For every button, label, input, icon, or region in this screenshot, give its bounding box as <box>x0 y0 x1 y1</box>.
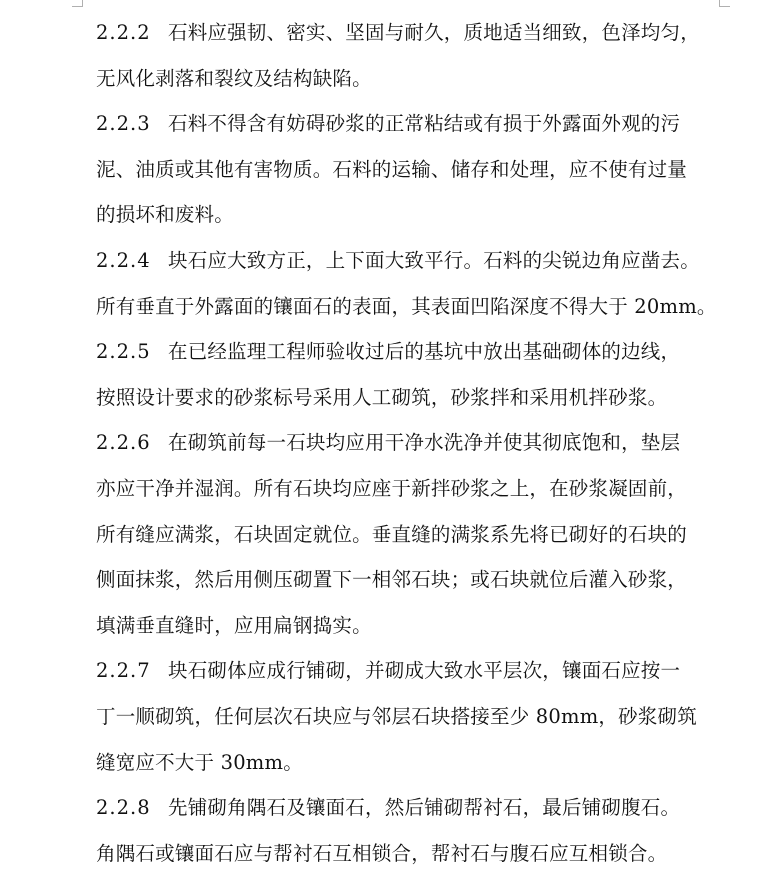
clause-number: 2.2.4 <box>96 248 151 272</box>
clause-2-2-5 <box>96 329 718 420</box>
clause-first-line <box>96 10 718 56</box>
clause-2-2-2 <box>96 10 718 101</box>
clause-text-line: 丁一顺砌筑，任何层次石块应与邻层石块搭接至少 80mm，砂浆砌筑 <box>96 704 697 728</box>
clause-text-line: 的损坏和废料。 <box>96 203 234 227</box>
clause-number: 2.2.2 <box>96 21 151 44</box>
clause-text-line: 填满垂直缝时，应用扁钢捣实。 <box>96 613 372 637</box>
clause-text-line: 无风化剥落和裂纹及结构缺陷。 <box>96 66 372 90</box>
clause-2-2-6 <box>96 420 718 648</box>
clause-number: 2.2.7 <box>96 659 151 683</box>
clause-text-line: 缝宽应不大于 30mm。 <box>96 750 303 774</box>
clause-number: 2.2.6 <box>96 431 151 455</box>
document-body <box>96 10 718 876</box>
clause-text-line: 角隅石或镶面石应与帮衬石互相锁合，帮衬石与腹石应互相锁合。 <box>96 841 668 865</box>
clause-text-line: 亦应干净并湿润。所有石块均应座于新拌砂浆之上，在砂浆凝固前， <box>96 476 688 500</box>
page-corner-mark-right <box>719 0 730 7</box>
page-corner-mark-left <box>72 0 83 7</box>
clause-first-line <box>96 101 718 147</box>
clause-text: 块石应大致方正，上下面大致平行。石料的尖锐边角应凿去。 <box>168 248 700 272</box>
clause-text: 石料应强韧、密实、坚固与耐久，质地适当细致，色泽均匀， <box>168 21 700 44</box>
clause-first-line <box>96 648 718 694</box>
clause-number: 2.2.8 <box>96 796 151 820</box>
clause-text-line: 按照设计要求的砂浆标号采用人工砌筑，砂浆拌和采用机拌砂浆。 <box>96 385 668 409</box>
clause-2-2-4 <box>96 238 718 329</box>
clause-first-line <box>96 420 718 466</box>
clause-text: 石料不得含有妨碍砂浆的正常粘结或有损于外露面外观的污 <box>168 112 681 136</box>
clause-text: 块石砌体应成行铺砌，并砌成大致水平层次，镶面石应按一 <box>168 659 681 683</box>
clause-2-2-8 <box>96 785 718 876</box>
clause-text: 在砌筑前每一石块均应用干净水洗净并使其彻底饱和，垫层 <box>168 431 681 455</box>
clause-text-line: 侧面抹浆，然后用侧压砌置下一相邻石块；或石块就位后灌入砂浆， <box>96 568 688 592</box>
clause-2-2-3 <box>96 101 718 238</box>
clause-first-line <box>96 785 718 831</box>
clause-number: 2.2.3 <box>96 112 151 136</box>
clause-text-line: 泥、油质或其他有害物质。石料的运输、储存和处理，应不使有过量 <box>96 157 688 181</box>
clause-text: 在已经监理工程师验收过后的基坑中放出基础砌体的边线， <box>168 340 681 364</box>
clause-number: 2.2.5 <box>96 340 151 364</box>
clause-text-line: 所有缝应满浆，石块固定就位。垂直缝的满浆系先将已砌好的石块的 <box>96 522 688 546</box>
clause-first-line <box>96 329 718 375</box>
clause-first-line <box>96 238 718 284</box>
clause-text-line: 所有垂直于外露面的镶面石的表面，其表面凹陷深度不得大于 20mm。 <box>96 294 717 318</box>
clause-text: 先铺砌角隅石及镶面石，然后铺砌帮衬石，最后铺砌腹石。 <box>168 796 681 820</box>
clause-2-2-7 <box>96 648 718 785</box>
